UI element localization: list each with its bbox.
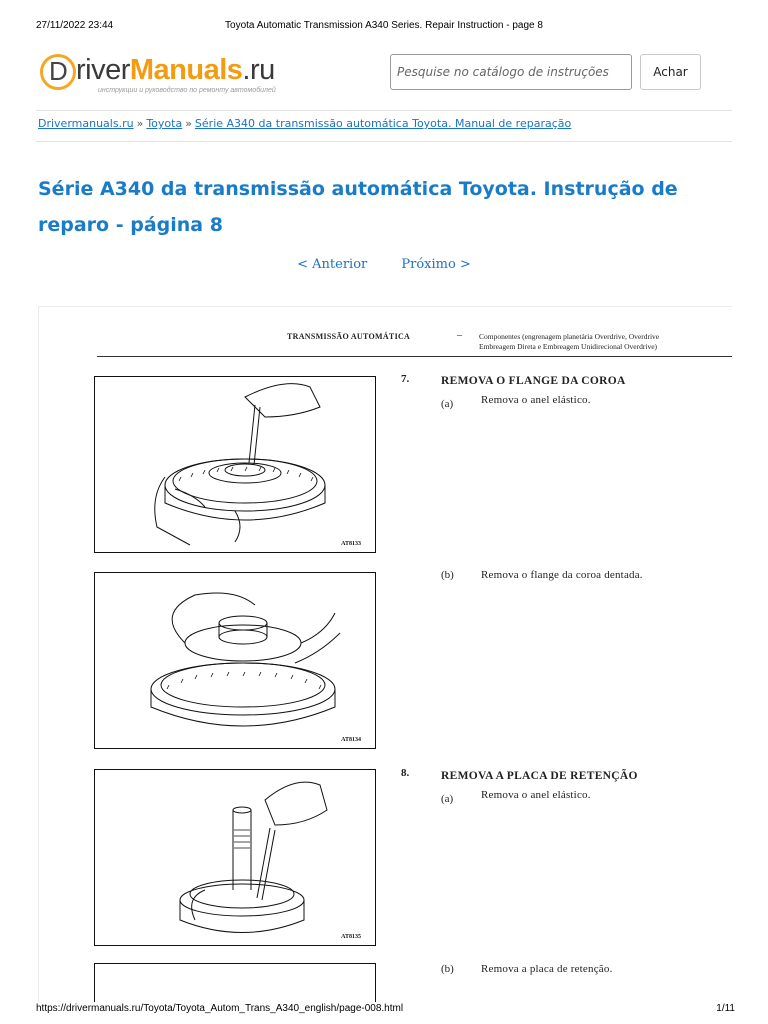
breadcrumb-manual-link[interactable]: Série A340 da transmissão automática Toyota. Manual de reparação xyxy=(194,117,572,130)
manual-header-rule xyxy=(97,356,732,357)
substep-letter: (a) xyxy=(441,398,454,410)
retaining-plate-snap-ring-illustration xyxy=(95,770,377,947)
search-input[interactable] xyxy=(390,54,632,90)
step-title: REMOVA A PLACA DE RETENÇÃO xyxy=(441,770,638,782)
print-footer-url: https://drivermanuals.ru/Toyota/Toyota_Autom_Trans_A340_english/page-008.html xyxy=(36,1003,404,1014)
substep-text: Remova o flange da coroa dentada. xyxy=(481,569,643,581)
logo-circle-icon: D xyxy=(40,54,76,90)
substep-text: Remova o anel elástico. xyxy=(481,789,591,801)
ring-gear-snap-ring-illustration xyxy=(95,377,377,554)
manual-header-dash: – xyxy=(457,330,462,341)
figure-ring-gear-snap-ring xyxy=(94,376,376,553)
page-title: Série A340 da transmissão automática Toyota. Instrução de reparo - página 8 xyxy=(38,178,678,236)
header-divider xyxy=(36,110,732,111)
manual-section-title: TRANSMISSÃO AUTOMÁTICA xyxy=(287,332,411,341)
substep-letter: (a) xyxy=(441,793,454,805)
manual-header-subtitle: Componentes (engrenagem planetária Overdrive, Overdrive Embreagem Direta e Embreagem Unidirecional Overdrive) xyxy=(479,332,660,351)
substep-letter: (b) xyxy=(441,569,454,581)
site-header xyxy=(36,48,732,110)
site-logo[interactable] xyxy=(40,52,330,102)
breadcrumb xyxy=(38,117,571,130)
breadcrumb-separator: » xyxy=(185,117,192,130)
print-header xyxy=(0,0,768,40)
ring-gear-flange-illustration xyxy=(95,573,377,750)
breadcrumb-home-link[interactable]: Drivermanuals.ru xyxy=(38,117,134,130)
print-document-title: Toyota Automatic Transmission A340 Series. Repair Instruction - page 8 xyxy=(225,20,543,31)
figure-code: AT8135 xyxy=(341,934,361,940)
figure-code: AT8133 xyxy=(341,541,361,547)
figure-retaining-plate-snap-ring xyxy=(94,769,376,946)
manual-page-header xyxy=(39,327,732,357)
substep-text: Remova a placa de retenção. xyxy=(481,963,613,975)
manual-page-image xyxy=(38,306,732,1002)
figure-retaining-plate xyxy=(94,963,376,1002)
logo-wordmark: riverManuals.ru xyxy=(76,54,275,86)
step-number: 7. xyxy=(401,373,410,385)
previous-page-link[interactable]: < Anterior xyxy=(297,257,368,272)
breadcrumb-toyota-link[interactable]: Toyota xyxy=(146,117,183,130)
figure-ring-gear-flange xyxy=(94,572,376,749)
pager xyxy=(0,257,768,272)
print-datetime: 27/11/2022 23:44 xyxy=(36,20,114,31)
breadcrumb-separator: » xyxy=(136,117,144,130)
logo-tagline: инструкции и руководство по ремонту автомобилей xyxy=(98,87,276,94)
search-button[interactable]: Achar xyxy=(640,54,701,90)
step-title: REMOVA O FLANGE DA COROA xyxy=(441,375,626,387)
next-page-link[interactable]: Próximo > xyxy=(401,257,471,272)
step-number: 8. xyxy=(401,767,410,779)
breadcrumb-divider xyxy=(36,141,732,142)
substep-letter: (b) xyxy=(441,963,454,975)
substep-text: Remova o anel elástico. xyxy=(481,394,591,406)
print-footer xyxy=(0,1000,768,1024)
print-page-indicator: 1/11 xyxy=(716,1003,735,1014)
figure-code: AT8134 xyxy=(341,737,361,743)
